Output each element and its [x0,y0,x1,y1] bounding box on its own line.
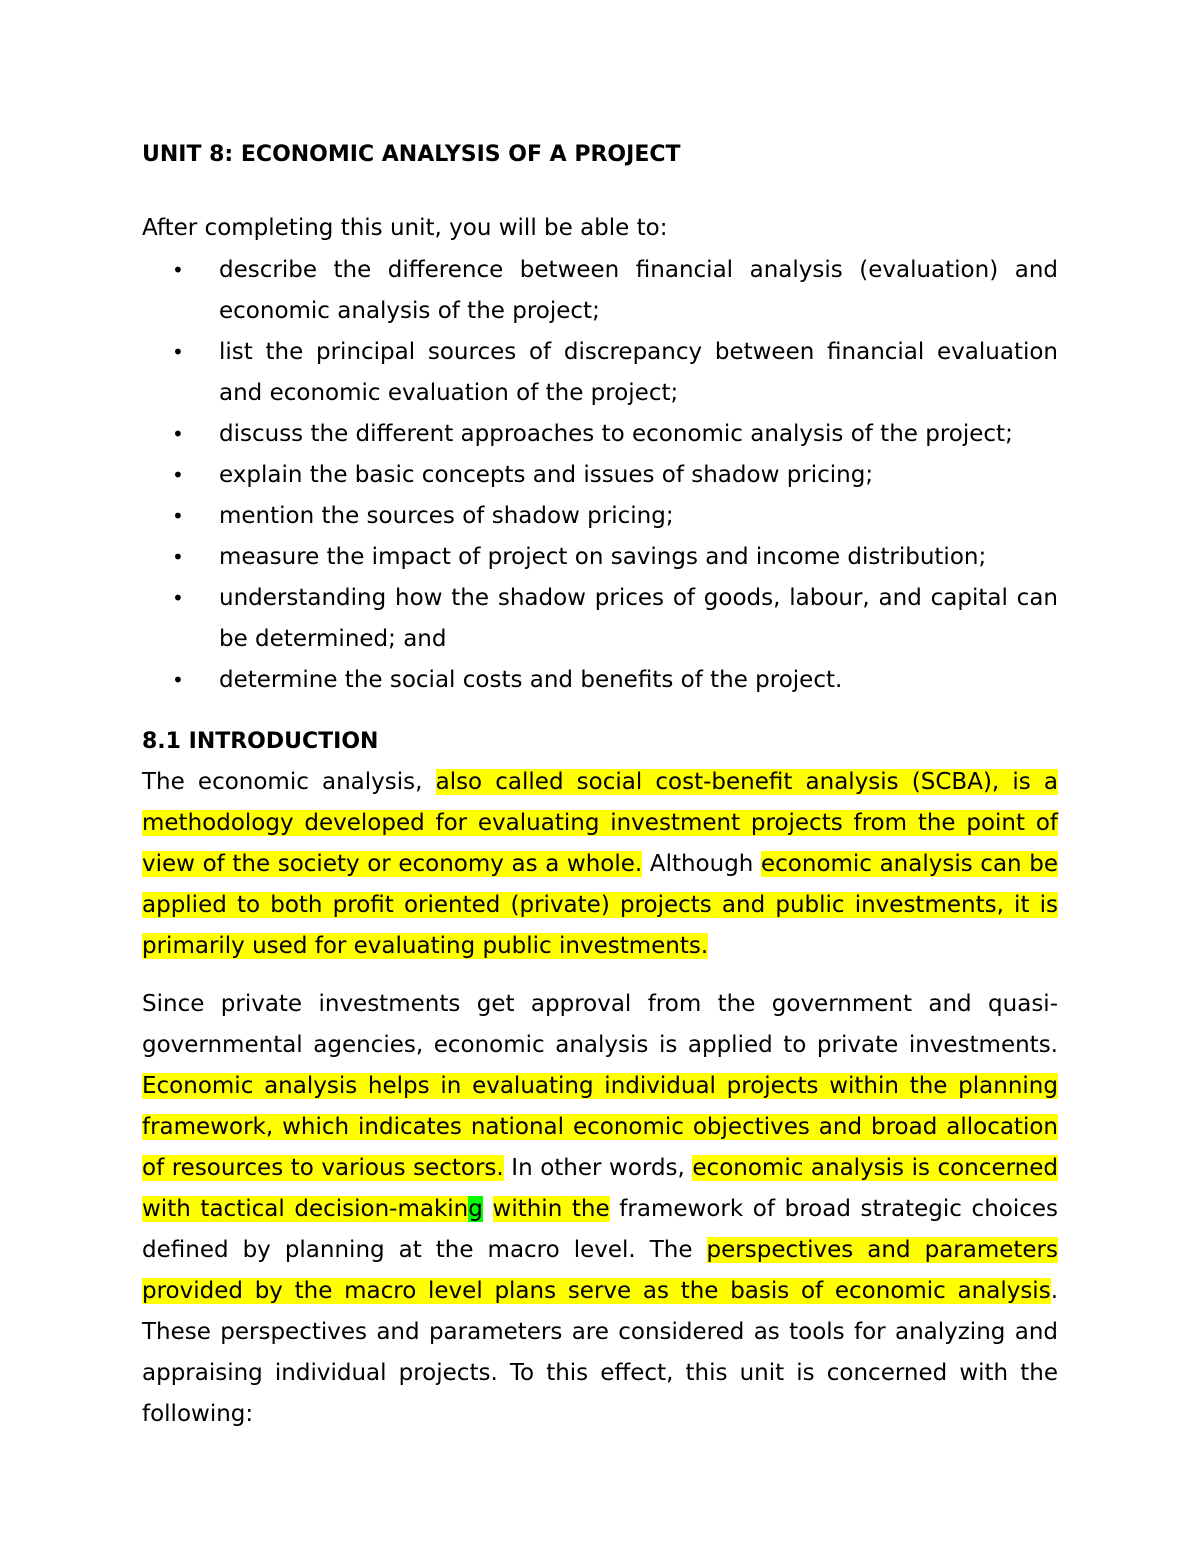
highlighted-text: perspectives and parameters provided by the macro level plans serve as the basis of economic analysis [142,1237,1058,1304]
bullet-icon: • [172,258,184,282]
highlighted-text: within the [492,1196,610,1222]
paragraph-text: Since private investments get approval from the government and quasi-governmental agencies, economic analysis is applied to private investments. [142,991,1058,1058]
bullet-icon: • [172,463,184,487]
list-item-text: discuss the different approaches to economic analysis of the project; [219,421,1013,447]
list-item [142,578,1058,660]
list-item [142,537,1058,578]
bullet-icon: • [172,422,184,446]
section-heading: 8.1 INTRODUCTION [142,729,379,754]
list-item-text: list the principal sources of discrepancy between financial evaluation and economic evaluation of the project; [219,339,1058,406]
paragraph-text [483,1196,493,1222]
intro-paragraph-1 [142,762,1058,967]
list-item-text: explain the basic concepts and issues of shadow pricing; [219,462,874,488]
highlighted-text: also called social cost-benefit analysis (SCBA), is a methodology developed for evaluating investment projects from the point of view of the society or economy as a whole. [142,769,1058,877]
list-item [142,496,1058,537]
green-highlighted-text: g [468,1196,483,1222]
list-item [142,250,1058,332]
list-item-text: determine the social costs and benefits of the project. [219,667,843,693]
list-item [142,332,1058,414]
bullet-icon: • [172,586,184,610]
bullet-icon: • [172,340,184,364]
intro-text: After completing this unit, you will be able to: [142,215,668,241]
paragraph-text: Although [642,851,761,877]
document-body [142,140,1058,1435]
list-item [142,455,1058,496]
list-item-text: describe the difference between financial analysis (evaluation) and economic analysis of the project; [219,257,1058,324]
list-item-text: mention the sources of shadow pricing; [219,503,674,529]
paragraph-text: The economic analysis, [142,769,436,795]
intro-paragraph-2 [142,984,1058,1435]
highlighted-text: economic analysis can be applied to both profit oriented (private) projects and public investments, it is primarily used for evaluating public investments. [142,851,1058,959]
paragraph-text: . These perspectives and parameters are considered as tools for analyzing and appraising individual projects. To this effect, this unit is concerned with the following: [142,1278,1058,1427]
bullet-icon: • [172,668,184,692]
paragraph-text: framework of broad strategic choices defined by planning at the macro level. The [142,1196,1059,1263]
objectives-list [142,250,1058,701]
list-item [142,660,1058,701]
bullet-icon: • [172,545,184,569]
highlighted-text: economic analysis is concerned with tactical decision-makin [142,1155,1058,1222]
list-item-text: understanding how the shadow prices of goods, labour, and capital can be determined; and [219,585,1058,652]
unit-title: UNIT 8: ECONOMIC ANALYSIS OF A PROJECT [142,142,681,167]
list-item [142,414,1058,455]
highlighted-text: Economic analysis helps in evaluating individual projects within the planning framework, which indicates national economic objectives and broad allocation of resources to various sectors. [142,1073,1058,1181]
list-item-text: measure the impact of project on savings and income distribution; [219,544,987,570]
paragraph-text: In other words, [503,1155,693,1181]
bullet-icon: • [172,504,184,528]
